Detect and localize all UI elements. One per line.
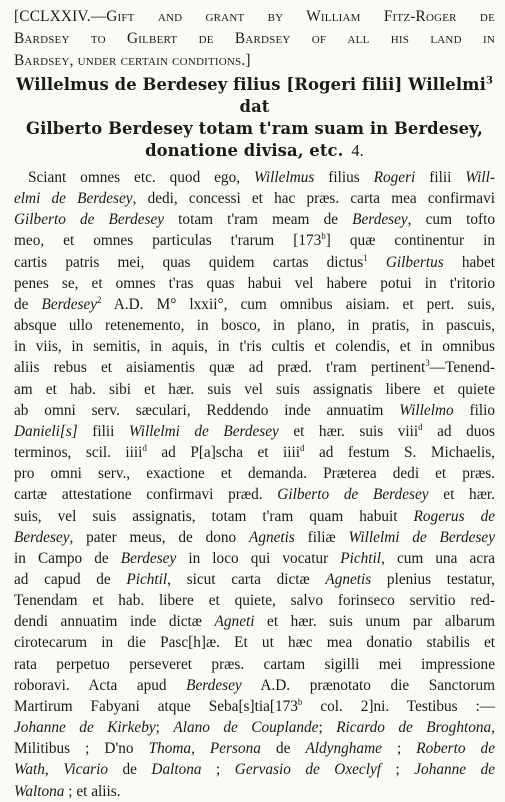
text-line: meo, et omnes particulas t'rarum [173$^b$] quæ continentur in (14, 231, 495, 250)
heading-line: Bardsey to Gilbert de Bardsey of all his land in (14, 30, 495, 47)
text-line: Militibus ; D'no Thoma, Persona de Aldynghame ; Roberto de (14, 740, 495, 758)
text-line: Tenendam et hab. libere et quiete, salvo forinseco servitio red- (14, 592, 495, 610)
text-line: de Berdesey$^2$ A.D. M° lxxii°, cum omnibus aisiam. et pert. suis, (14, 294, 495, 313)
text-line: penes se, et omnes t'ras quas habui vel habere potui in t'ritorio (14, 274, 495, 292)
text-line: cirotecarum in die Pasc[h]æ. Et ut hæc mea donatio stabilis et (14, 634, 495, 652)
text-line: cartis patris mei, quas quidem cartas dictus$^1$ Gilbertus habet (14, 252, 495, 271)
text-line: ab omni serv. sæculari, Reddendo inde annuatim Willelmo filio (14, 401, 495, 419)
text-line: pro omni serv., exactione et demanda. Præterea dedi et præs. (14, 465, 495, 483)
text-line: Berdesey, pater meus, de dono Agnetis filiæ Willelmi de Berdesey (14, 528, 495, 546)
title-line: donatione divisa, etc. 4. (145, 141, 364, 160)
text-line: Danieli[s] filii Willelmi de Berdesey et hær. suis viii$^d$ ad duos (14, 421, 495, 440)
text-line: elmi de Berdesey, dedi, concessi et hac præs. carta mea confirmavi (14, 190, 495, 208)
text-line: Waltona ; et aliis. (14, 782, 121, 800)
text-line: Gilberto de Berdesey totam t'ram meam de Berdesey, cum tofto (14, 211, 495, 229)
charter-heading (14, 6, 495, 72)
text-line: dendi annuatim inde dictæ Agneti et hær. suis unum par albarum (14, 613, 495, 631)
title-line: Gilberto Berdesey totam t'ram suam in Berdesey, (25, 119, 483, 138)
text-line: rata perpetuo perseveret præs. cartam sigilli mei impressione (14, 655, 495, 673)
text-line: terminos, scil. iiii$^d$ ad P[a]scha et iiii$^d$ ad festum S. Michaelis, (14, 442, 495, 462)
charter-number: 4. (351, 141, 364, 160)
heading-line: Bardsey, under certain conditions.] (14, 52, 251, 69)
heading-line: [CCLXXIV.—Gift and grant by William Fitz-Roger de (14, 8, 495, 25)
text-line: am et hab. sibi et hær. suis vel suis assignatis libere et quiete (14, 380, 495, 398)
text-line: Sciant omnes etc. quod ego, Willelmus filius Rogeri filii Will- (28, 169, 496, 186)
text-line: cartæ attestatione confirmavi præd. Gilberto de Berdesey et hær. (14, 486, 495, 504)
text-line: roboravi. Acta apud Berdesey A.D. prænotato die Sanctorum (14, 676, 496, 694)
text-line: Johanne de Kirkeby; Alano de Couplande; Ricardo de Broghtona, (14, 719, 495, 737)
text-line: suis, vel suis assignatis, totam t'ram quam habuit Rogerus de (14, 507, 496, 525)
blackletter-title (14, 74, 495, 162)
text-line: in Campo de Berdesey in loco qui vocatur Pichtil, cum una acra (14, 549, 495, 567)
text-line: Wath, Vicario de Daltona ; Gervasio de Oxeclyf ; Johanne de (14, 761, 496, 779)
text-line: aliis rebus et aisiamentis quæ ad præd. t'ram pertinent$^3$—Tenend- (14, 358, 495, 377)
text-line: Martirum Fabyani atque Seba[s]tia[173$^b$ col. 2]ni. Testibus :— (14, 696, 496, 715)
text-line: ad capud de Pichtil, sicut carta dictæ Agnetis plenius testatur, (14, 570, 496, 588)
charter-text (14, 167, 495, 802)
text-line: absque ullo retenemento, in bosco, in plano, in pratis, in pascuis, (14, 317, 495, 335)
text-line: in viis, in semitis, in aquis, in t'ris cultis et colendis, et in omnibus (14, 338, 495, 356)
title-line: Willelmus de Berdesey filius [Rogeri filii] Willelmi$^3$ dat (16, 75, 493, 116)
